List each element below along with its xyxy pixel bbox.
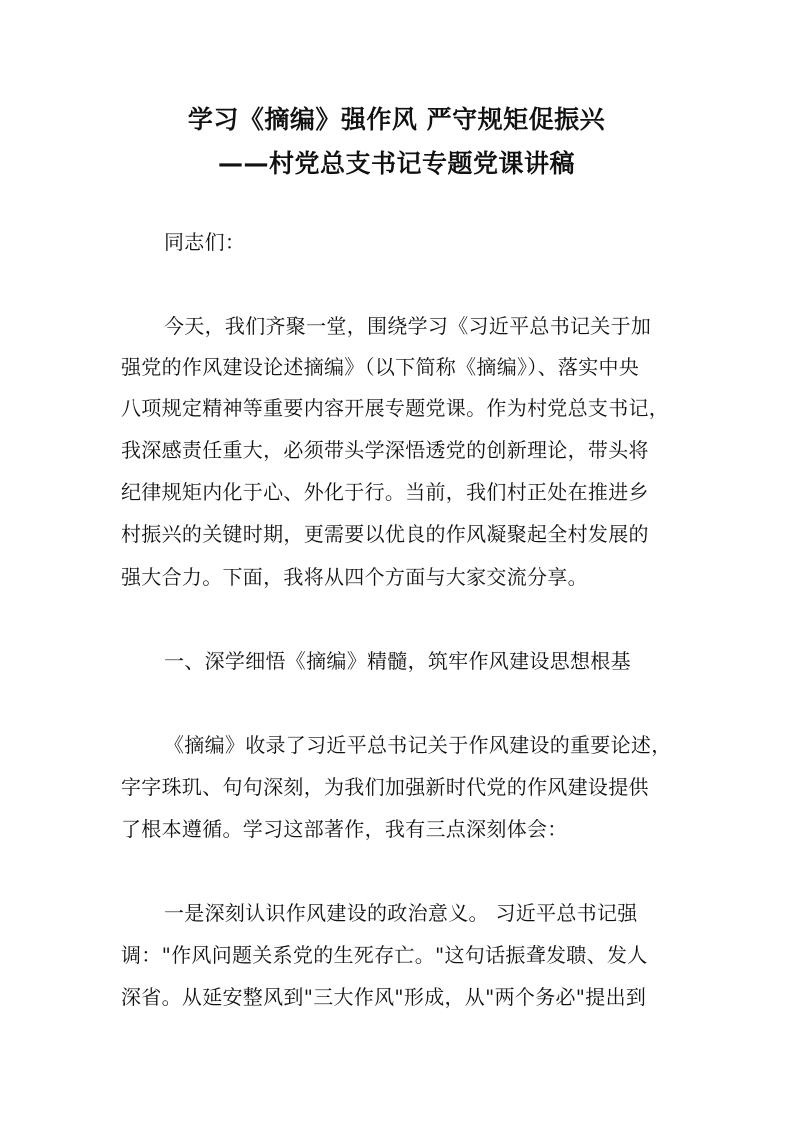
paragraph-1-line: 纪律规矩内化于心、外化于行。当前，我们村正处在推进乡 xyxy=(121,480,649,504)
paragraph-1-line: 我深感责任重大，必须带头学深悟透党的创新理论，带头将 xyxy=(121,438,649,462)
paragraph-2-line: 字字珠玑、句句深刻，为我们加强新时代党的作风建设提供 xyxy=(121,775,649,799)
paragraph-1-line: 强党的作风建设论述摘编》（以下简称《摘编》）、落实中央 xyxy=(121,355,640,379)
section-1-heading: 一、深学细悟《摘编》精髓，筑牢作风建设思想根基 xyxy=(164,649,631,673)
document-title-line-2: ——村党总支书记专题党课讲稿 xyxy=(217,149,575,178)
paragraph-1-line: 今天，我们齐聚一堂，围绕学习《习近平总书记关于加 xyxy=(164,314,652,338)
paragraph-3-line: 深省。从延安整风到"三大作风"形成，从"两个务必"提出到 xyxy=(121,985,647,1009)
paragraph-2-line: 《摘编》收录了习近平总书记关于作风建设的重要论述， xyxy=(164,733,672,757)
paragraph-2-line: 了根本遵循。学习这部著作，我有三点深刻体会： xyxy=(121,817,568,841)
paragraph-1-line: 村振兴的关键时期，更需要以优良的作风凝聚起全村发展的 xyxy=(121,522,649,546)
paragraph-1-line: 强大合力。下面，我将从四个方面与大家交流分享。 xyxy=(121,565,588,589)
document-title-line-1: 学习《摘编》强作风 严守规矩促振兴 xyxy=(187,105,606,134)
paragraph-1-line: 八项规定精神等重要内容开展专题党课。作为村党总支书记， xyxy=(121,396,670,420)
paragraph-3-line: 调："作风问题关系党的生死存亡。"这句话振聋发聩、发人 xyxy=(121,943,648,967)
salutation: 同志们： xyxy=(164,230,246,254)
paragraph-3-line: 一是深刻认识作风建设的政治意义。 习近平总书记强 xyxy=(164,901,638,925)
